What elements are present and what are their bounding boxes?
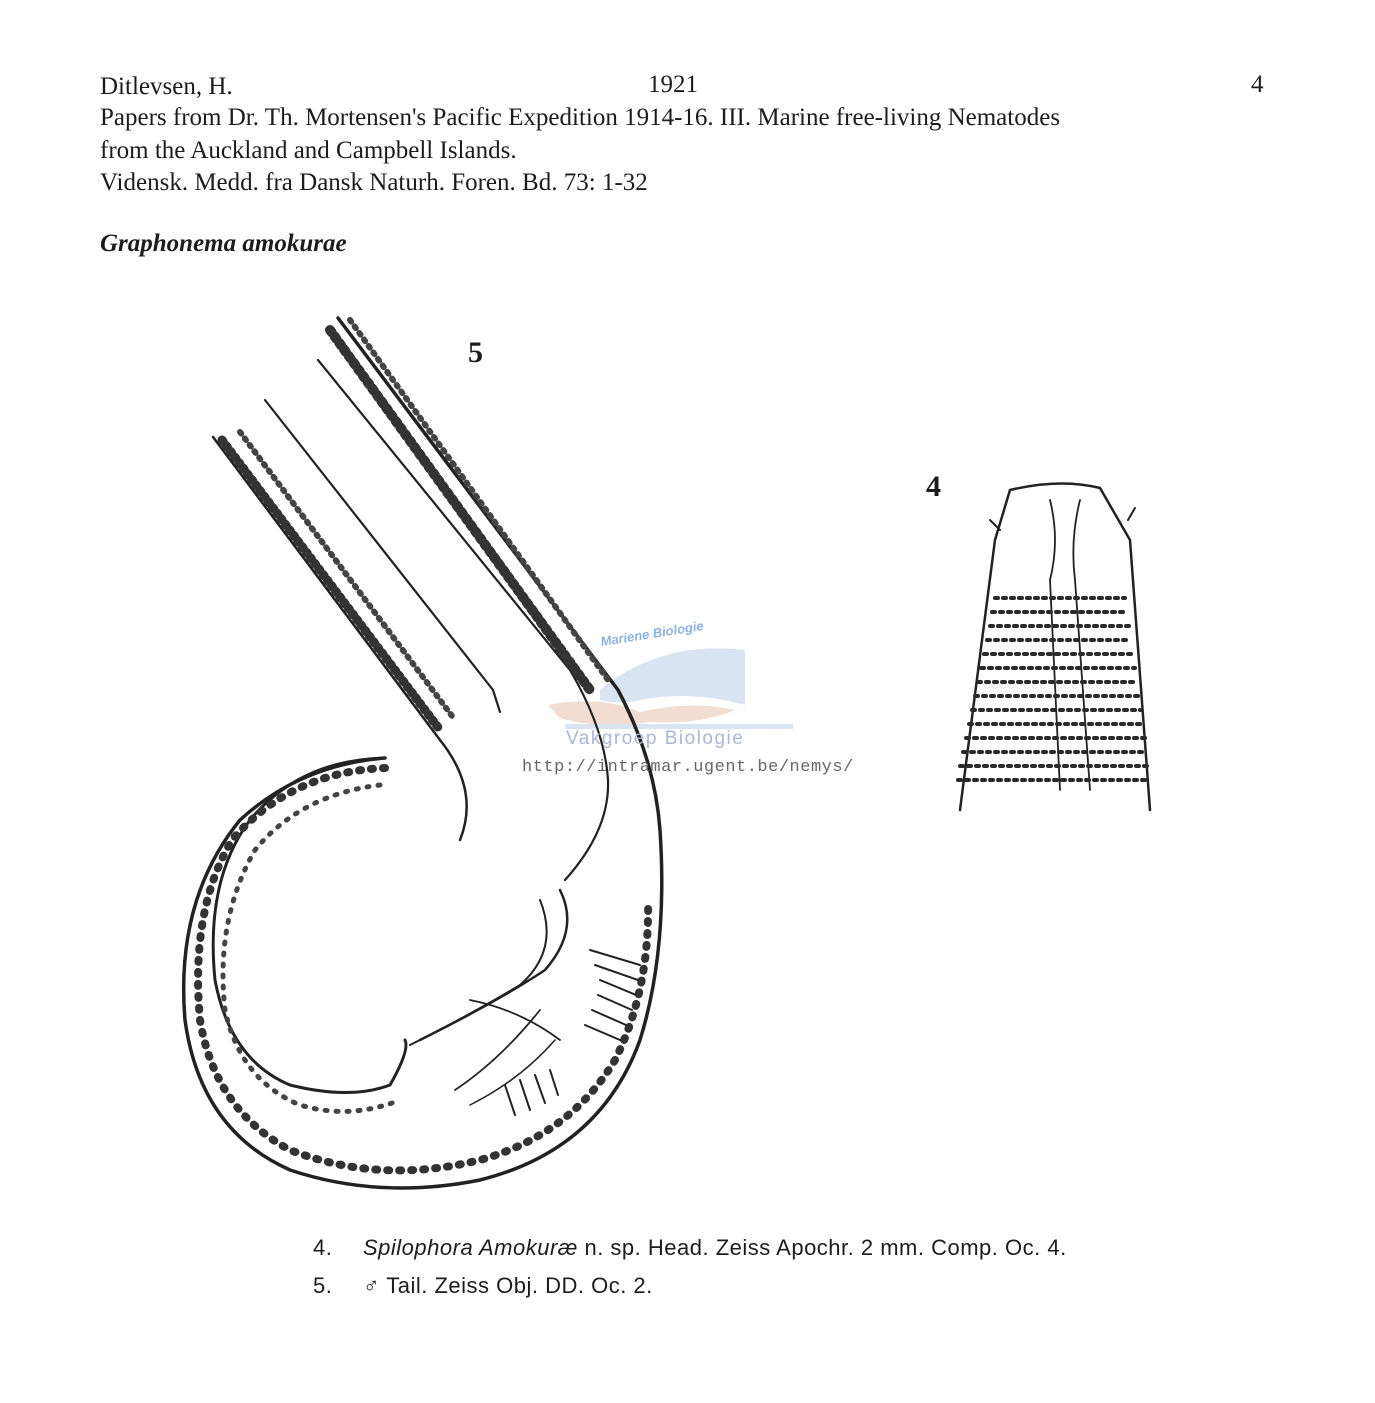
caption-number: 5. xyxy=(313,1273,333,1298)
figure-5-label: 5 xyxy=(468,336,483,369)
publication-year: 1921 xyxy=(648,71,698,98)
watermark-group-text: Vakgroep Biologie xyxy=(566,728,745,749)
author-name: Ditlevsen, H. xyxy=(100,73,233,100)
caption-figure-5 xyxy=(313,1273,653,1299)
caption-text: n. sp. Head. Zeiss Apochr. 2 mm. Comp. Oc. 4. xyxy=(577,1235,1067,1260)
paper-title-line-1: Papers from Dr. Th. Mortensen's Pacific Expedition 1914-16. III. Marine free-living Nematodes xyxy=(100,104,1061,131)
watermark-logo-text: Mariene Biologie xyxy=(599,617,705,650)
figure-5-male-tail xyxy=(184,318,662,1188)
species-name: Graphonema amokurae xyxy=(100,230,347,257)
caption-number: 4. xyxy=(313,1235,333,1260)
watermark-url: http://intramar.ugent.be/nemys/ xyxy=(522,758,854,777)
caption-figure-4 xyxy=(313,1235,1067,1261)
caption-species-italic: Spilophora Amokuræ xyxy=(363,1235,578,1260)
figure-4-label: 4 xyxy=(926,470,941,503)
figure-4-head xyxy=(958,483,1150,810)
caption-text: ♂ Tail. Zeiss Obj. DD. Oc. 2. xyxy=(363,1273,653,1298)
journal-citation: Vidensk. Medd. fra Dansk Naturh. Foren. Bd. 73: 1-32 xyxy=(100,169,648,196)
page-number: 4 xyxy=(1251,71,1264,98)
paper-title-line-2: from the Auckland and Campbell Islands. xyxy=(100,137,517,164)
